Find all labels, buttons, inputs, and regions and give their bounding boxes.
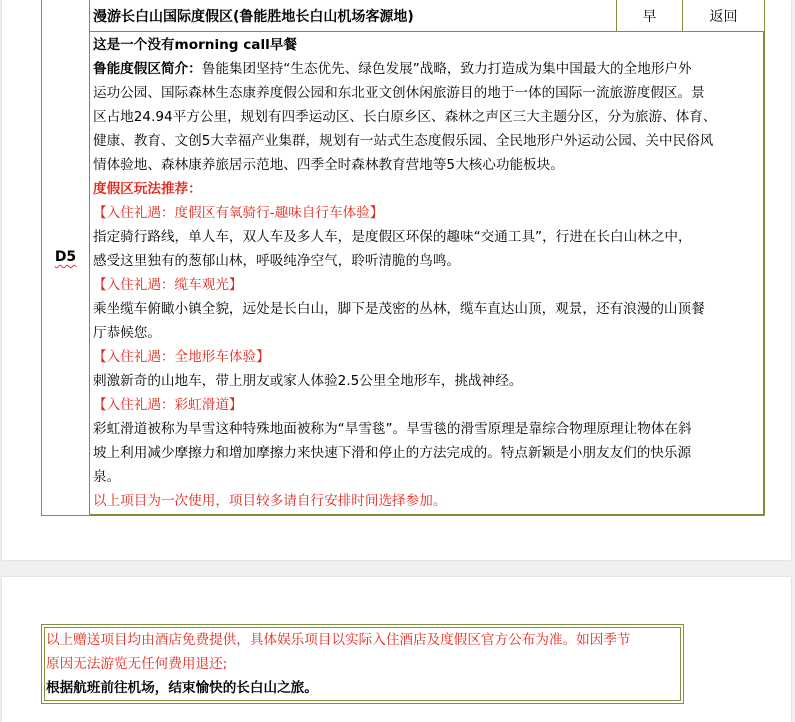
document-page-1 <box>2 0 791 560</box>
gift-3-text: 刺激新奇的山地车，带上朋友或家人体验2.5公里全地形车，挑战神经。 <box>93 373 523 389</box>
gift-1-title: 【入住礼遇：度假区有氧骑行-趣味自行车体验】 <box>93 205 384 221</box>
day-label-cell <box>42 0 90 515</box>
intro-label: 鲁能度假区简介： <box>93 61 202 77</box>
intro-text-1: 鲁能集团坚持“生态优先、绿色发展”战略，致力打造成为集中国最大的全地形户外 <box>201 61 692 77</box>
breakfast-line: 这是一个没有morning call早餐 <box>93 37 297 53</box>
day-content <box>90 32 764 515</box>
meal-cell: 早 <box>617 0 683 31</box>
gift-1-text-2: 感受这里独有的葱郁山林，呼吸纯净空气，聆听清脆的鸟鸣。 <box>93 253 461 269</box>
gift-2-text-2: 厅恭候您。 <box>93 325 161 341</box>
notice-line-2: 原因无法游览无任何费用退还; <box>46 656 228 672</box>
document-page-2 <box>2 577 791 722</box>
gift-1-text-1: 指定骑行路线，单人车，双人车及多人车，是度假区环保的趣味“交通工具”，行进在长白山林之中， <box>93 229 692 245</box>
notice-line-3: 根据航班前往机场，结束愉快的长白山之旅。 <box>46 680 318 696</box>
gift-4-text-1: 彩虹滑道被称为旱雪这种特殊地面被称为“旱雪毯”。旱雪毯的滑雪原理是靠综合物理原理让物体在斜 <box>93 421 692 437</box>
itinerary-table <box>41 0 765 516</box>
gift-3-title: 【入住礼遇：全地形车体验】 <box>93 349 270 365</box>
intro-text-2: 运功公园、国际森林生态康养度假公园和东北亚文创休闲旅游目的地于一体的国际一流旅游度假区。景 <box>93 85 705 101</box>
notice-line-1: 以上赠送项目均由酒店免费提供，具体娱乐项目以实际入住酒店及度假区官方公布为准。如因季节 <box>46 632 631 648</box>
gift-4-title: 【入住礼遇：彩虹滑道】 <box>93 397 243 413</box>
gift-4-text-2: 坡上利用减少摩擦力和增加摩擦力来快速下滑和停止的方法完成的。特点新颖是小朋友友们的快乐源 <box>93 445 692 461</box>
day-label: D5 <box>54 249 77 265</box>
notice-box <box>41 624 684 704</box>
gift-2-title: 【入住礼遇：缆车观光】 <box>93 277 243 293</box>
day-header-row <box>90 0 764 32</box>
intro-text-5: 情体验地、森林康养旅居示范地、四季全时森林教育营地等5大核心功能板块。 <box>93 157 564 173</box>
accommodation-cell: 返回 <box>709 9 738 25</box>
closing-note: 以上项目为一次使用，项目较多请自行安排时间选择参加。 <box>93 493 447 509</box>
intro-text-4: 健康、教育、文创5大幸福产业集群，规划有一站式生态度假乐园、全民地形户外运动公园、关中民俗风 <box>93 133 714 149</box>
intro-paragraph <box>93 57 760 81</box>
gift-4-text-3: 泉。 <box>93 469 121 485</box>
route-title: 漫游长白山国际度假区(鲁能胜地长白山机场客源地) <box>90 0 617 31</box>
recommend-heading: 度假区玩法推荐： <box>93 181 202 197</box>
intro-text-3: 区占地24.94平方公里，规划有四季运动区、长白原乡区、森林之声区三大主题分区，分为旅游、体育、 <box>93 109 717 125</box>
gift-2-text-1: 乘坐缆车俯瞰小镇全貌，远处是长白山，脚下是茂密的丛林，缆车直达山顶，观景，还有浪漫的山顶餐 <box>93 301 705 317</box>
